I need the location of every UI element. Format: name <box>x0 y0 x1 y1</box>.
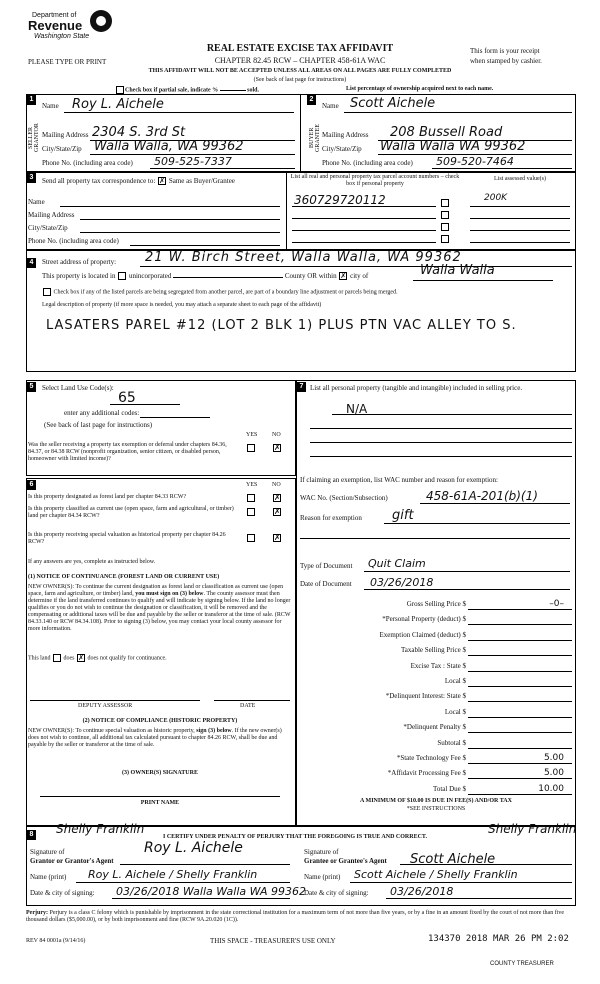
city-of-label: city of <box>350 272 369 280</box>
s3-mail-label: Mailing Address <box>28 211 75 219</box>
s6-q3-no[interactable]: ✗ <box>274 533 281 542</box>
s6-q2: Is this property classified as current use (open space, farm and agricultural, or timber) land per chapter 84.34 RCW? <box>28 506 234 519</box>
dor-logo <box>28 8 118 48</box>
perjury-text <box>26 910 576 924</box>
grantee-date-field[interactable]: 03/26/2018 <box>390 885 454 898</box>
grantee-signature[interactable]: Scott Aichele <box>410 852 496 867</box>
land-use-field[interactable]: 65 <box>118 390 136 406</box>
street-field[interactable]: 21 W. Birch Street, Walla Walla, WA 99362 <box>145 250 462 265</box>
personal-checkbox-3[interactable] <box>441 223 449 231</box>
s6-q1-no[interactable]: ✗ <box>274 493 281 502</box>
partial-sale-label: Check box if partial sale, indicate % <box>125 87 219 94</box>
buyer-grantee-label: BUYER GRANTEE <box>309 124 321 152</box>
section-3-number: 3 <box>27 173 36 183</box>
print-name-label: PRINT NAME <box>140 800 180 806</box>
perjury-label: Perjury: <box>26 910 48 916</box>
exemption-question: Was the seller receiving a property tax exemption or deferral under chapters 84.36, 84.37, or 84.38 RCW (nonprofit organization, senior citizen, or disabled person, homeowner with limited income)? <box>28 442 227 462</box>
s5-no: NO <box>272 432 281 438</box>
personal-line-3 <box>310 442 572 443</box>
s3-name-label: Name <box>28 198 45 206</box>
section-4-number: 4 <box>27 258 36 268</box>
dept-line2: Revenue <box>28 18 83 33</box>
street-label: Street address of property: <box>42 258 117 266</box>
city-line <box>413 280 553 281</box>
doc-type-label: Type of Document <box>300 562 353 570</box>
fee-label: *Delinquent Penalty $ <box>403 723 466 732</box>
segregated-label: Check box if any of the listed parcels are being segregated from another parcel, are part of a boundary line adjustment or parcels being merged. <box>53 289 398 296</box>
list-pct-label: List percentage of ownership acquired next to each name. <box>346 86 494 92</box>
see-instructions: *SEE INSTRUCTIONS <box>406 806 466 812</box>
seller-mail-label: Mailing Address <box>42 131 89 139</box>
grantor-print-line <box>76 882 290 883</box>
send-label: Send all property tax correspondence to: <box>42 177 156 185</box>
fee-label: Subtotal $ <box>437 738 466 747</box>
buyer-mail-field[interactable]: 208 Bussell Road <box>390 125 503 140</box>
fee-label: Local $ <box>444 707 466 716</box>
doc-type-field[interactable]: Quit Claim <box>368 557 426 570</box>
deputy-label: DEPUTY ASSESSOR <box>78 703 133 709</box>
doc-type-line <box>364 571 570 572</box>
section-2-number: 2 <box>307 95 316 105</box>
additional-codes-label: enter any additional codes: <box>64 409 140 417</box>
does-not-checkbox[interactable]: ✗ <box>78 654 84 662</box>
seller-phone-field[interactable]: 509-525-7337 <box>154 155 232 168</box>
fee-line <box>468 701 572 702</box>
dept-line1: Department of <box>32 12 77 19</box>
section-divider <box>300 94 301 172</box>
fee-value[interactable]: –0– <box>549 599 564 609</box>
seller-city-field[interactable]: Walla Walla, WA 99362 <box>94 139 244 154</box>
claim-label: If claiming an exemption, list WAC number and reason for exemption: <box>300 476 498 484</box>
value-line-4 <box>470 242 570 243</box>
value-line-2 <box>470 218 570 219</box>
land-use-label: Select Land Use Code(s): <box>42 384 114 392</box>
notice1-p2: . The county assessor must then determine if the land transferred continues to qualify and will indicate by signing below. If the land no longer qualifies or you do not wish to continue the designation or classification, it will be removed and the compensating or additional taxes will be due and payable by the seller or transferor at the time of sale. (RCW 84.33.140 or RCW 84.34.108). Prior to signing (3) below, you may contact your local county assessor for more information. <box>28 591 291 632</box>
owner-sig-label: (3) OWNER(S) SIGNATURE <box>122 770 198 776</box>
section-1-number: 1 <box>27 95 36 105</box>
s6-q1: Is this property designated as forest land per chapter 84.33 RCW? <box>28 494 187 500</box>
s5-yes-checkbox[interactable] <box>247 444 255 452</box>
s6-q3: Is this property receiving special valuation as historical property per chapter 84.26 RCW? <box>28 532 226 545</box>
qualify-label: qualify for continuance. <box>109 655 167 662</box>
deputy-line[interactable] <box>30 700 200 701</box>
s3-city-label: City/State/Zip <box>28 224 68 232</box>
fee-label: Gross Selling Price $ <box>406 600 466 608</box>
reason-line-2 <box>300 538 570 539</box>
dept-line3: Washington State <box>34 33 90 40</box>
same-as-label: Same as Buyer/Grantee <box>168 177 235 185</box>
unincorporated-label: unincorporated <box>128 272 172 280</box>
legal-label: Legal description of property (if more space is needed, you may attach a separate sheet to each page of the affidavit) <box>42 302 322 308</box>
certify-text: I CERTIFY UNDER PENALTY OF PERJURY THAT THE FOREGOING IS TRUE AND CORRECT. <box>162 834 427 840</box>
s3-phone-line[interactable] <box>130 245 280 246</box>
grantee-date-label: Date & city of signing: <box>304 889 369 897</box>
legal-field[interactable]: LASATERS PAREL #12 (LOT 2 BLK 1) PLUS PTN VAC ALLEY TO S. <box>46 318 517 333</box>
grantor-print-field[interactable]: Roy L. Aichele / Shelly Franklin <box>88 868 258 881</box>
s5-see-back: (See back of last page for instructions) <box>44 421 153 429</box>
fee-label: Excise Tax : State $ <box>410 661 466 670</box>
fee-line <box>468 778 572 779</box>
grantee-print-line <box>350 882 572 883</box>
grantor-sig-label: Signature of <box>30 848 65 856</box>
this-land-label: This land <box>28 655 51 662</box>
buyer-phone-line <box>432 168 572 169</box>
receipt-note2: when stamped by cashier. <box>470 57 542 65</box>
grantee-sig-label: Signature of <box>304 848 339 856</box>
notice1-title: (1) NOTICE OF CONTINUANCE (FOREST LAND OR CURRENT USE) <box>28 574 220 580</box>
assessed-value[interactable]: 200K <box>484 193 508 203</box>
reason-label: Reason for exemption <box>300 514 362 522</box>
additional-codes-line[interactable] <box>140 417 210 418</box>
treasurer-use: THIS SPACE - TREASURER'S USE ONLY <box>210 937 336 945</box>
personal-line-2 <box>310 428 572 429</box>
fee-line <box>468 732 572 733</box>
grantor-sig-line <box>120 864 290 865</box>
buyer-phone-label: Phone No. (including area code) <box>322 159 413 167</box>
grantor-date-label: Date & city of signing: <box>30 889 95 897</box>
street-line <box>140 266 572 267</box>
city-field[interactable]: Walla Walla <box>420 263 495 278</box>
form-subtitle: CHAPTER 82.45 RCW – CHAPTER 458-61A WAC <box>214 56 386 65</box>
seller-mail-field[interactable]: 2304 S. 3rd St <box>92 125 186 140</box>
s6-q3-yes[interactable] <box>247 534 255 542</box>
cashier-stamp: 134370 2018 MAR 26 PM 2:02 <box>428 934 569 944</box>
fee-line <box>468 794 572 795</box>
buyer-city-label: City/State/Zip <box>322 145 362 153</box>
fee-line <box>468 748 572 749</box>
s3-mail-line[interactable] <box>80 219 280 220</box>
parcel-number[interactable]: 360729720112 <box>294 193 386 207</box>
does-checkbox[interactable] <box>53 654 61 662</box>
wac-label: WAC No. (Section/Subsection) <box>300 494 388 502</box>
located-row <box>42 272 368 280</box>
s5-no-checkbox[interactable]: ✗ <box>274 443 281 452</box>
buyer-name-label: Name <box>322 102 339 110</box>
personal-checkbox-4[interactable] <box>441 235 449 243</box>
does-label: does <box>63 655 75 662</box>
parcel-line-2 <box>292 218 436 219</box>
buyer-name-line <box>344 112 572 113</box>
fee-line <box>468 763 572 764</box>
deputy-date-line[interactable] <box>214 700 290 701</box>
dor-logo-inner <box>96 16 106 26</box>
owner-sig-line[interactable] <box>40 796 280 797</box>
fee-line <box>468 640 572 641</box>
form-title: REAL ESTATE EXCISE TAX AFFIDAVIT <box>206 43 394 54</box>
unincorporated-checkbox[interactable] <box>118 272 126 280</box>
city-of-checkbox[interactable]: ✗ <box>340 272 347 281</box>
grantee-agent-label: Grantee or Grantee's Agent <box>304 857 387 865</box>
seller-grantor-label: SELLER GRANTOR <box>28 123 40 153</box>
fee-line <box>468 624 572 625</box>
personal-property-label: List all personal property (tangible and intangible) included in selling price. <box>310 384 523 392</box>
buyer-name-field[interactable]: Scott Aichele <box>350 96 436 111</box>
grantor-date-field[interactable]: 03/26/2018 Walla Walla WA 99362 <box>116 885 306 898</box>
grantee-print-field[interactable]: Scott Aichele / Shelly Franklin <box>354 868 518 881</box>
grantee-agent-signature[interactable]: Shelly Franklin <box>488 822 577 836</box>
s6-if-yes: If any answers are yes, complete as instructed below. <box>28 559 156 565</box>
section-8-number: 8 <box>27 830 36 840</box>
personal-line-1 <box>332 414 572 415</box>
grantee-date-line <box>386 898 572 899</box>
personal-property-field[interactable]: N/A <box>346 402 368 416</box>
send-correspondence <box>42 177 235 185</box>
grantor-agent-signature[interactable]: Shelly Franklin <box>56 822 145 836</box>
wac-line <box>420 503 570 504</box>
parcel-line-3 <box>292 230 436 231</box>
buyer-city-field[interactable]: Walla Walla WA 99362 <box>380 139 526 154</box>
fee-value[interactable]: 5.00 <box>543 768 564 779</box>
grantor-print-label: Name (print) <box>30 873 67 881</box>
parcel-header: List all real and personal property tax parcel account numbers – check box if personal property <box>290 174 460 187</box>
section-3-divider <box>286 172 287 250</box>
county-or-label: County OR within <box>284 272 337 280</box>
s3-name-line[interactable] <box>60 206 280 207</box>
perjury-body: Perjury is a class C felony which is punishable by imprisonment in the state correctional institution for a maximum term of not more than five years, or by a fine in an amount fixed by the court of not more than five thousand dollars ($5,000.00), or by both imprisonment and fine (RCW 9A.20.020 (1C)). <box>26 910 565 923</box>
receipt-note1: This form is your receipt <box>470 47 540 55</box>
continuance-row <box>28 654 167 662</box>
grantor-agent-label: Grantor or Grantor's Agent <box>30 857 114 865</box>
value-line-1 <box>470 206 570 207</box>
value-line-3 <box>470 230 570 231</box>
same-as-checkbox[interactable]: ✗ <box>159 177 166 186</box>
parcel-line-1 <box>292 206 436 207</box>
seller-name-line <box>64 112 294 113</box>
notice2-title: (2) NOTICE OF COMPLIANCE (HISTORIC PROPERTY) <box>82 718 238 724</box>
fee-label: *State Technology Fee $ <box>396 754 466 762</box>
grantor-date-line <box>112 898 290 899</box>
notice1-text <box>28 584 292 633</box>
doc-date-line <box>364 589 570 590</box>
s6-q2-no[interactable]: ✗ <box>274 507 281 516</box>
s6-q1-yes[interactable] <box>247 494 255 502</box>
personal-line-4 <box>310 456 572 457</box>
s6-yes: YES <box>246 482 258 488</box>
fee-label: *Affidavit Processing Fee $ <box>387 769 466 778</box>
fee-value[interactable]: 10.00 <box>538 783 564 794</box>
s3-city-line[interactable] <box>80 232 280 233</box>
assessed-header: List assessed value(s) <box>494 176 546 182</box>
s5-yes: YES <box>246 432 258 438</box>
notice1-p1: NEW OWNER(S): To continue the current designation as forest land or classification as current use (open space, farm and agriculture, or timber) land, <box>28 584 284 597</box>
notice1-bold: you must sign on (3) below <box>135 591 204 597</box>
buyer-mail-label: Mailing Address <box>322 131 369 139</box>
fee-label: Taxable Selling Price $ <box>400 646 466 655</box>
fee-label: Local $ <box>444 677 466 685</box>
does-not-label: does not <box>87 655 108 662</box>
partial-sale-checkbox[interactable] <box>116 86 124 94</box>
segregated-row <box>42 288 398 296</box>
notice2-p2: . If the new owner(s) does not wish to continue, all additional tax calculated pursuant to chapter 84.26 RCW, shall be due and payable by the seller or transferor at the time of sale. <box>28 728 282 748</box>
rev-number: REV 84 0001a (9/14/16) <box>26 938 86 944</box>
county-treasurer: COUNTY TREASURER <box>490 961 554 967</box>
located-label: This property is located in <box>42 272 116 280</box>
seller-city-label: City/State/Zip <box>42 145 82 153</box>
sold-label: sold. <box>247 87 260 94</box>
see-back-text: (See back of last page for instructions) <box>253 77 347 83</box>
segregated-checkbox[interactable] <box>43 288 51 296</box>
s6-no: NO <box>272 482 281 488</box>
reason-line <box>384 523 570 524</box>
doc-date-label: Date of Document <box>300 580 352 588</box>
fee-value[interactable]: 5.00 <box>543 753 564 763</box>
seller-phone-line <box>150 168 295 169</box>
seller-name-field[interactable]: Roy L. Aichele <box>72 97 164 112</box>
fee-line <box>468 717 572 718</box>
fee-label: *Personal Property (deduct) $ <box>382 615 466 624</box>
fee-line <box>468 655 572 656</box>
s3-phone-label: Phone No. (including area code) <box>28 237 119 245</box>
notice2-text <box>28 728 292 749</box>
notice2-p1: NEW OWNER(S): To continue special valuation as historic property, <box>28 728 195 734</box>
grantee-print-label: Name (print) <box>304 873 341 881</box>
fee-line <box>468 671 572 672</box>
fee-line <box>468 686 572 687</box>
grantor-signature[interactable]: Roy L. Aichele <box>144 840 243 856</box>
deputy-date-label: DATE <box>240 703 256 709</box>
buyer-phone-field[interactable]: 509-520-7464 <box>436 155 514 168</box>
wac-field[interactable]: 458-61A-201(b)(1) <box>426 489 538 503</box>
fee-label: Exemption Claimed (deduct) $ <box>379 630 466 639</box>
s6-q2-yes[interactable] <box>247 508 255 516</box>
please-type: PLEASE TYPE OR PRINT <box>28 58 107 66</box>
section-7-number: 7 <box>297 382 306 392</box>
notice2-bold: sign (3) below <box>196 728 232 734</box>
seller-phone-label: Phone No. (including area code) <box>42 159 133 167</box>
personal-checkbox-1[interactable] <box>441 199 449 207</box>
fee-label: *Delinquent Interest: State $ <box>385 692 466 701</box>
land-use-line <box>110 404 180 405</box>
warning-text: THIS AFFIDAVIT WILL NOT BE ACCEPTED UNLESS ALL AREAS ON ALL PAGES ARE FULLY COMPLETED <box>148 68 452 74</box>
fee-label: Total Due $ <box>433 784 466 793</box>
parcel-line-4 <box>292 242 436 243</box>
doc-date-field[interactable]: 03/26/2018 <box>370 576 434 589</box>
fee-line <box>468 609 572 610</box>
reason-field[interactable]: gift <box>392 508 414 523</box>
personal-checkbox-2[interactable] <box>441 211 449 219</box>
minimum-note: A MINIMUM OF $10.00 IS DUE IN FEE(S) AND/OR TAX <box>360 798 512 804</box>
section-5-number: 5 <box>27 382 36 392</box>
section-6-number: 6 <box>27 480 36 490</box>
seller-name-label: Name <box>42 102 59 110</box>
